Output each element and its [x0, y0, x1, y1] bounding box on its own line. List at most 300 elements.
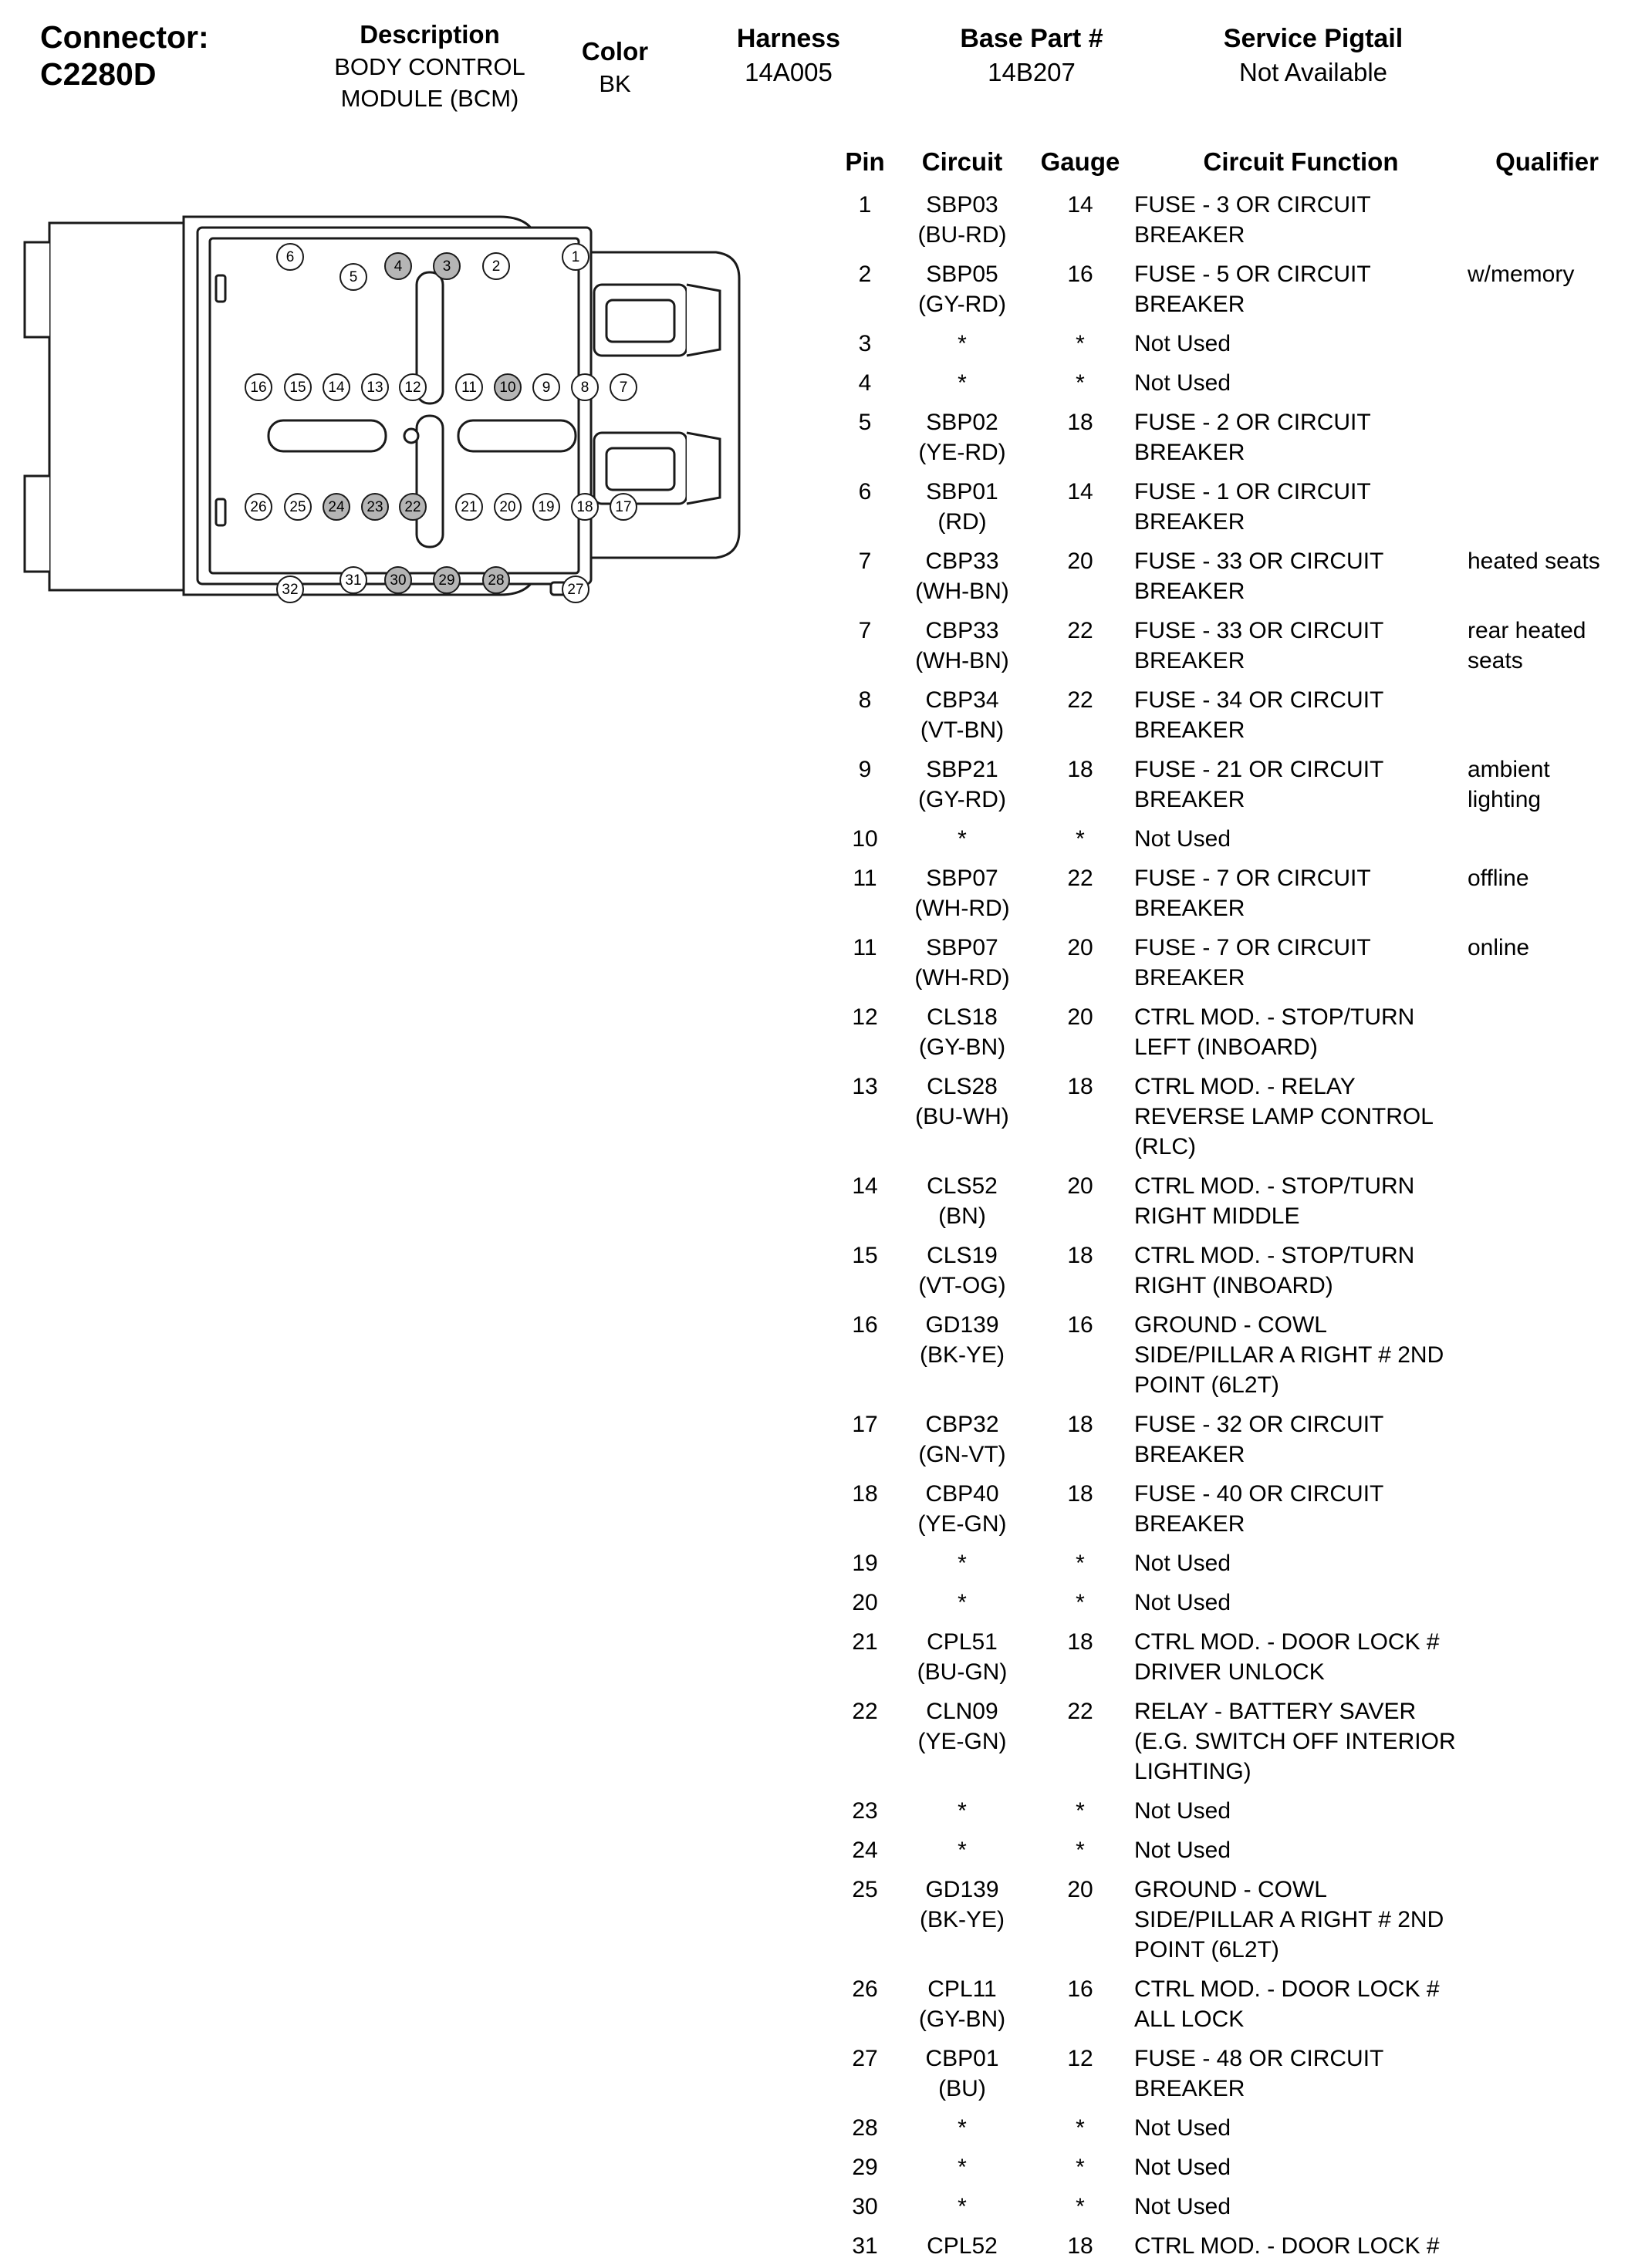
connector-pin-11[interactable]: 11: [455, 373, 483, 401]
circuit-id: CLS52: [927, 1173, 998, 1199]
cell-qualifier: offline: [1468, 865, 1529, 891]
connector-diagram: [22, 192, 793, 624]
connector-pin-32[interactable]: 32: [276, 575, 304, 603]
table-row: [832, 257, 1626, 326]
circuit-id: CLN09: [926, 1698, 998, 1724]
cell-pin: 18: [852, 1480, 878, 1507]
cell-qualifier: [1468, 326, 1626, 366]
cell-pin: 28: [852, 2114, 878, 2141]
cell-pin: 6: [858, 478, 872, 505]
circuit-id: GD139: [925, 1311, 999, 1338]
connector-pin-27[interactable]: 27: [562, 575, 589, 603]
table-row: [832, 474, 1626, 544]
cell-gauge: 16: [1067, 1311, 1093, 1338]
circuit-color-code: (YE-GN): [917, 1728, 1007, 1754]
connector-pin-5[interactable]: 5: [339, 263, 367, 291]
cell-circuit: [898, 2229, 1026, 2268]
header-pin: Pin: [845, 147, 885, 176]
cell-gauge: 20: [1067, 548, 1093, 574]
cell-qualifier: rear heated seats: [1468, 617, 1586, 673]
cell-gauge: *: [1076, 2154, 1085, 2180]
description-value-line2: MODULE (BCM): [340, 84, 519, 112]
table-row: [832, 1794, 1626, 1833]
circuit-color-code: (YE-GN): [917, 1510, 1007, 1537]
connector-pin-24[interactable]: 24: [323, 493, 350, 521]
cell-pin: 8: [858, 687, 872, 713]
cell-function: FUSE - 1 OR CIRCUIT BREAKER: [1134, 478, 1371, 535]
description-block: [302, 19, 557, 115]
cell-gauge: 20: [1067, 934, 1093, 960]
pin-table-body: [832, 187, 1626, 2268]
header-gauge: Gauge: [1040, 147, 1120, 176]
cell-qualifier: [1468, 405, 1626, 474]
service-pigtail-block: [1159, 19, 1468, 90]
cell-gauge: 16: [1067, 261, 1093, 287]
cell-gauge: *: [1076, 2114, 1085, 2141]
connector-pin-25[interactable]: 25: [284, 493, 312, 521]
table-row: [832, 822, 1626, 861]
connector-pin-6[interactable]: 6: [276, 243, 304, 271]
connector-pin-9[interactable]: 9: [532, 373, 560, 401]
cell-pin: 30: [852, 2193, 878, 2219]
table-row: [832, 187, 1626, 257]
circuit-id: SBP07: [926, 865, 998, 891]
cell-circuit: [898, 1585, 1026, 1625]
cell-circuit: [898, 752, 1026, 822]
circuit-id: SBP01: [926, 478, 998, 505]
cell-pin: 22: [852, 1698, 878, 1724]
cell-function: Not Used: [1134, 2154, 1231, 2180]
cell-pin: 2: [858, 261, 872, 287]
table-header-row: [832, 147, 1626, 187]
cell-function: Not Used: [1134, 2114, 1231, 2141]
connector-pin-19[interactable]: 19: [532, 493, 560, 521]
cell-circuit: [898, 613, 1026, 683]
circuit-color-code: (YE-RD): [918, 439, 1006, 465]
circuit-color-code: (BU-GN): [917, 1659, 1008, 1685]
cell-circuit: [898, 1000, 1026, 1069]
cell-gauge: 22: [1067, 617, 1093, 643]
connector-pin-7[interactable]: 7: [610, 373, 637, 401]
circuit-id: CBP32: [925, 1411, 999, 1437]
color-label: Color: [581, 37, 649, 66]
cell-circuit: [898, 1694, 1026, 1794]
cell-function: RELAY - BATTERY SAVER (E.G. SWITCH OFF INTERIOR LIGHTING): [1134, 1698, 1456, 1784]
circuit-color-code: (GY-BN): [918, 2006, 1006, 2032]
connector-pin-18[interactable]: 18: [571, 493, 599, 521]
connector-pin-26[interactable]: 26: [245, 493, 272, 521]
cell-gauge: 18: [1067, 1480, 1093, 1507]
circuit-id: CBP33: [925, 548, 999, 574]
cell-qualifier: [1468, 2150, 1626, 2189]
base-part-block: [904, 19, 1159, 90]
circuit-color-code: (WH-RD): [914, 895, 1010, 921]
cell-gauge: 20: [1067, 1173, 1093, 1199]
cell-circuit: [898, 1833, 1026, 1872]
cell-pin: 7: [858, 617, 872, 643]
circuit-id: SBP03: [926, 191, 998, 218]
cell-gauge: 16: [1067, 1976, 1093, 2002]
cell-pin: 13: [852, 1073, 878, 1099]
cell-function: Not Used: [1134, 330, 1231, 356]
cell-qualifier: ambient lighting: [1468, 756, 1550, 812]
circuit-id: *: [958, 2154, 967, 2180]
cell-qualifier: [1468, 2229, 1626, 2268]
cell-function: FUSE - 3 OR CIRCUIT BREAKER: [1134, 191, 1371, 248]
table-row: [832, 1546, 1626, 1585]
table-row: [832, 930, 1626, 1000]
table-row: [832, 2150, 1626, 2189]
cell-function: Not Used: [1134, 825, 1231, 852]
description-value-line1: BODY CONTROL: [334, 52, 525, 80]
connector-pin-22[interactable]: 22: [399, 493, 427, 521]
connector-pin-3[interactable]: 3: [433, 252, 461, 280]
cell-gauge: 18: [1067, 756, 1093, 782]
circuit-id: *: [958, 1837, 967, 1863]
cell-circuit: [898, 2189, 1026, 2229]
circuit-color-code: (BU-WH): [915, 1103, 1009, 1129]
cell-pin: 23: [852, 1797, 878, 1824]
table-row: [832, 405, 1626, 474]
cell-qualifier: heated seats: [1468, 548, 1600, 574]
cell-qualifier: [1468, 366, 1626, 405]
circuit-id: *: [958, 330, 967, 356]
circuit-id: CPL51: [927, 1628, 998, 1655]
cell-function: CTRL MOD. - STOP/TURN RIGHT MIDDLE: [1134, 1173, 1415, 1229]
cell-qualifier: [1468, 1625, 1626, 1694]
cell-qualifier: [1468, 1000, 1626, 1069]
cell-function: CTRL MOD. - RELAY REVERSE LAMP CONTROL (RLC): [1134, 1073, 1433, 1159]
cell-circuit: [898, 1546, 1026, 1585]
header-function: Circuit Function: [1203, 147, 1399, 176]
cell-qualifier: [1468, 1794, 1626, 1833]
table-row: [832, 2229, 1626, 2268]
cell-gauge: 18: [1067, 1628, 1093, 1655]
cell-circuit: [898, 1238, 1026, 1308]
harness-block: [673, 19, 904, 90]
circuit-id: *: [958, 1797, 967, 1824]
table-row: [832, 366, 1626, 405]
cell-gauge: *: [1076, 825, 1085, 852]
table-row: [832, 1477, 1626, 1546]
connector-pin-31[interactable]: 31: [339, 566, 367, 594]
circuit-id: CLS18: [927, 1004, 998, 1030]
diagram-column: [22, 147, 824, 624]
cell-function: FUSE - 2 OR CIRCUIT BREAKER: [1134, 409, 1371, 465]
page-header: [22, 14, 1623, 115]
circuit-color-code: (WH-RD): [914, 964, 1010, 991]
cell-function: FUSE - 34 OR CIRCUIT BREAKER: [1134, 687, 1383, 743]
table-row: [832, 1000, 1626, 1069]
circuit-id: CPL52: [927, 2233, 998, 2259]
connector-pin-21[interactable]: 21: [455, 493, 483, 521]
circuit-id: CLS19: [927, 1242, 998, 1268]
connector-pin-15[interactable]: 15: [284, 373, 312, 401]
cell-qualifier: [1468, 683, 1626, 752]
connector-block: [22, 19, 302, 93]
cell-qualifier: [1468, 1407, 1626, 1477]
circuit-id: SBP21: [926, 756, 998, 782]
cell-circuit: [898, 1069, 1026, 1169]
circuit-id: SBP07: [926, 934, 998, 960]
cell-qualifier: [1468, 187, 1626, 257]
cell-gauge: 18: [1067, 1411, 1093, 1437]
cell-pin: 3: [858, 330, 872, 356]
base-part-value: 14B207: [988, 58, 1076, 87]
connector-pin-29[interactable]: 29: [433, 566, 461, 594]
cell-qualifier: [1468, 1872, 1626, 1972]
circuit-id: CBP01: [925, 2045, 999, 2071]
cell-pin: 17: [852, 1411, 878, 1437]
cell-qualifier: [1468, 1069, 1626, 1169]
cell-circuit: [898, 822, 1026, 861]
cell-pin: 5: [858, 409, 872, 435]
cell-gauge: 20: [1067, 1004, 1093, 1030]
circuit-color-code: (BU): [938, 2075, 986, 2101]
cell-gauge: 18: [1067, 1242, 1093, 1268]
circuit-id: *: [958, 2193, 967, 2219]
cell-function: FUSE - 7 OR CIRCUIT BREAKER: [1134, 934, 1371, 991]
circuit-color-code: (WH-BN): [915, 647, 1009, 673]
table-row: [832, 752, 1626, 822]
cell-qualifier: [1468, 2189, 1626, 2229]
cell-qualifier: [1468, 1169, 1626, 1238]
connector-pin-16[interactable]: 16: [245, 373, 272, 401]
circuit-id: *: [958, 1589, 967, 1615]
cell-function: CTRL MOD. - DOOR LOCK #: [1134, 2233, 1440, 2259]
connector-pin-14[interactable]: 14: [323, 373, 350, 401]
cell-function: GROUND - COWL SIDE/PILLAR A RIGHT # 2ND POINT (6L2T): [1134, 1876, 1444, 1963]
cell-circuit: [898, 1477, 1026, 1546]
cell-qualifier: [1468, 1238, 1626, 1308]
cell-function: CTRL MOD. - DOOR LOCK # ALL LOCK: [1134, 1976, 1440, 2032]
cell-function: Not Used: [1134, 2193, 1231, 2219]
cell-gauge: *: [1076, 1589, 1085, 1615]
cell-function: GROUND - COWL SIDE/PILLAR A RIGHT # 2ND POINT (6L2T): [1134, 1311, 1444, 1398]
base-part-label: Base Part #: [960, 24, 1103, 53]
connector-pin-17[interactable]: 17: [610, 493, 637, 521]
table-row: [832, 861, 1626, 930]
cell-function: FUSE - 40 OR CIRCUIT BREAKER: [1134, 1480, 1383, 1537]
harness-label: Harness: [736, 24, 841, 53]
table-row: [832, 1308, 1626, 1407]
cell-pin: 4: [858, 370, 872, 396]
circuit-color-code: (GN-VT): [918, 1441, 1006, 1467]
circuit-color-code: (GY-RD): [918, 291, 1006, 317]
cell-function: CTRL MOD. - STOP/TURN LEFT (INBOARD): [1134, 1004, 1415, 1060]
connector-pin-23[interactable]: 23: [361, 493, 389, 521]
cell-function: Not Used: [1134, 370, 1231, 396]
table-row: [832, 326, 1626, 366]
cell-gauge: 18: [1067, 2233, 1093, 2259]
circuit-color-code: (VT-OG): [918, 1272, 1006, 1298]
cell-circuit: [898, 930, 1026, 1000]
cell-circuit: [898, 2150, 1026, 2189]
table-row: [832, 1625, 1626, 1694]
connector-value: C2280D: [40, 56, 157, 93]
cell-pin: 25: [852, 1876, 878, 1902]
cell-pin: 1: [858, 191, 872, 218]
circuit-color-code: (BU-RD): [917, 221, 1007, 248]
circuit-color-code: (RD): [937, 508, 987, 535]
table-row: [832, 1238, 1626, 1308]
cell-circuit: [898, 187, 1026, 257]
cell-function: CTRL MOD. - DOOR LOCK # DRIVER UNLOCK: [1134, 1628, 1440, 1685]
description-label: Description: [360, 20, 500, 49]
cell-qualifier: [1468, 2111, 1626, 2150]
cell-circuit: [898, 544, 1026, 613]
circuit-id: SBP02: [926, 409, 998, 435]
cell-circuit: [898, 2111, 1026, 2150]
table-row: [832, 1407, 1626, 1477]
connector-pin-10[interactable]: 10: [494, 373, 522, 401]
connector-pin-2[interactable]: 2: [482, 252, 510, 280]
cell-pin: 15: [852, 1242, 878, 1268]
circuit-color-code: (BN): [938, 1203, 986, 1229]
cell-function: CTRL MOD. - STOP/TURN RIGHT (INBOARD): [1134, 1242, 1415, 1298]
cell-pin: 26: [852, 1976, 878, 2002]
table-row: [832, 1169, 1626, 1238]
pin-table-column: [824, 147, 1626, 2268]
cell-gauge: 18: [1067, 1073, 1093, 1099]
cell-qualifier: [1468, 1694, 1626, 1794]
connector-pin-28[interactable]: 28: [482, 566, 510, 594]
cell-pin: 7: [858, 548, 872, 574]
cell-pin: 12: [852, 1004, 878, 1030]
circuit-id: CLS28: [927, 1073, 998, 1099]
cell-function: Not Used: [1134, 1589, 1231, 1615]
cell-circuit: [898, 474, 1026, 544]
table-row: [832, 2111, 1626, 2150]
cell-gauge: *: [1076, 370, 1085, 396]
connector-pin-20[interactable]: 20: [494, 493, 522, 521]
cell-function: FUSE - 48 OR CIRCUIT BREAKER: [1134, 2045, 1383, 2101]
circuit-id: CPL11: [927, 1976, 997, 2002]
cell-pin: 27: [852, 2045, 878, 2071]
cell-function: Not Used: [1134, 1837, 1231, 1863]
cell-pin: 29: [852, 2154, 878, 2180]
cell-gauge: *: [1076, 1797, 1085, 1824]
table-row: [832, 1069, 1626, 1169]
table-row: [832, 544, 1626, 613]
circuit-id: *: [958, 2114, 967, 2141]
cell-circuit: [898, 1972, 1026, 2041]
connector-label: Connector:: [40, 19, 209, 55]
circuit-id: GD139: [925, 1876, 999, 1902]
cell-qualifier: [1468, 822, 1626, 861]
circuit-id: *: [958, 370, 967, 396]
cell-pin: 24: [852, 1837, 878, 1863]
cell-gauge: *: [1076, 330, 1085, 356]
cell-circuit: [898, 1308, 1026, 1407]
cell-gauge: 14: [1067, 191, 1093, 218]
table-row: [832, 1833, 1626, 1872]
connector-pin-8[interactable]: 8: [571, 373, 599, 401]
cell-pin: 14: [852, 1173, 878, 1199]
header-qualifier: Qualifier: [1495, 147, 1599, 176]
cell-qualifier: [1468, 1546, 1626, 1585]
table-row: [832, 2189, 1626, 2229]
cell-pin: 21: [852, 1628, 878, 1655]
cell-qualifier: [1468, 474, 1626, 544]
cell-function: FUSE - 33 OR CIRCUIT BREAKER: [1134, 617, 1383, 673]
color-block: [557, 19, 673, 100]
cell-function: FUSE - 5 OR CIRCUIT BREAKER: [1134, 261, 1371, 317]
circuit-color-code: (VT-BN): [920, 717, 1005, 743]
table-row: [832, 1585, 1626, 1625]
cell-circuit: [898, 2041, 1026, 2111]
cell-circuit: [898, 1625, 1026, 1694]
circuit-color-code: (BK-YE): [919, 1906, 1005, 1932]
connector-pin-30[interactable]: 30: [384, 566, 412, 594]
connector-pin-12[interactable]: 12: [399, 373, 427, 401]
service-pigtail-value: Not Available: [1238, 58, 1388, 87]
cell-qualifier: [1468, 1585, 1626, 1625]
cell-gauge: 20: [1067, 1876, 1093, 1902]
cell-pin: 11: [853, 934, 877, 960]
cell-qualifier: online: [1468, 934, 1530, 960]
circuit-id: CBP34: [925, 687, 999, 713]
cell-gauge: 22: [1067, 865, 1093, 891]
connector-pin-13[interactable]: 13: [361, 373, 389, 401]
table-row: [832, 1972, 1626, 2041]
cell-function: Not Used: [1134, 1550, 1231, 1576]
circuit-id: *: [958, 1550, 967, 1576]
pin-table: [832, 147, 1626, 2268]
connector-pin-4[interactable]: 4: [384, 252, 412, 280]
cell-circuit: [898, 405, 1026, 474]
table-row: [832, 1694, 1626, 1794]
circuit-id: *: [958, 825, 967, 852]
cell-pin: 9: [858, 756, 872, 782]
cell-function: FUSE - 7 OR CIRCUIT BREAKER: [1134, 865, 1371, 921]
cell-function: FUSE - 21 OR CIRCUIT BREAKER: [1134, 756, 1383, 812]
table-row: [832, 2041, 1626, 2111]
cell-function: Not Used: [1134, 1797, 1231, 1824]
cell-pin: 19: [852, 1550, 878, 1576]
circuit-id: SBP05: [926, 261, 998, 287]
cell-gauge: *: [1076, 1837, 1085, 1863]
service-pigtail-label: Service Pigtail: [1223, 24, 1403, 53]
header-circuit: Circuit: [921, 147, 1003, 176]
cell-circuit: [898, 683, 1026, 752]
color-value: BK: [599, 69, 631, 97]
circuit-id: CBP33: [925, 617, 999, 643]
page-body: [22, 147, 1623, 2268]
harness-value: 14A005: [745, 58, 833, 87]
cell-pin: 20: [852, 1589, 878, 1615]
cell-gauge: 12: [1067, 2045, 1093, 2071]
cell-gauge: *: [1076, 1550, 1085, 1576]
circuit-color-code: (GY-RD): [918, 786, 1006, 812]
cell-qualifier: w/memory: [1468, 261, 1575, 287]
cell-qualifier: [1468, 1477, 1626, 1546]
table-row: [832, 613, 1626, 683]
cell-circuit: [898, 326, 1026, 366]
circuit-color-code: (BK-YE): [919, 1342, 1005, 1368]
cell-circuit: [898, 1407, 1026, 1477]
cell-qualifier: [1468, 2041, 1626, 2111]
cell-gauge: 14: [1067, 478, 1093, 505]
circuit-color-code: (GY-BN): [918, 1034, 1006, 1060]
circuit-color-code: (WH-BN): [915, 578, 1009, 604]
cell-gauge: 18: [1067, 409, 1093, 435]
connector-pin-1[interactable]: 1: [562, 243, 589, 271]
cell-qualifier: [1468, 1308, 1626, 1407]
cell-gauge: *: [1076, 2193, 1085, 2219]
table-row: [832, 1872, 1626, 1972]
cell-pin: 31: [852, 2233, 878, 2259]
